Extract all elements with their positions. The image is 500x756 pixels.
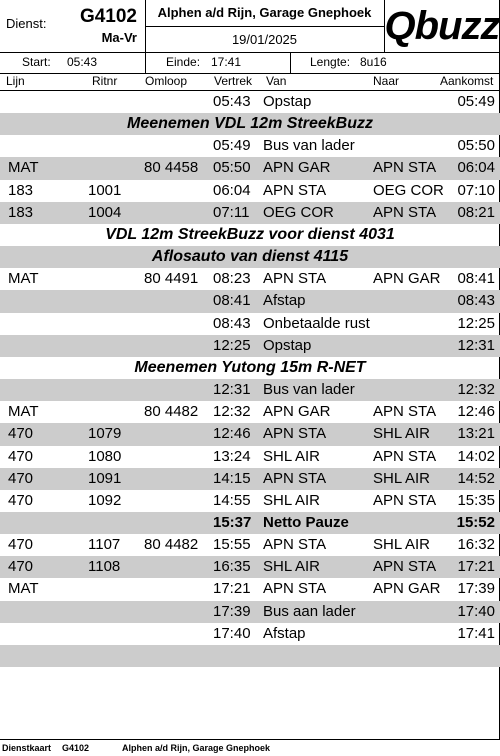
cell-van: SHL AIR (263, 491, 320, 509)
cell-ritnr: 1091 (88, 469, 122, 487)
col-omloop: Omloop (145, 74, 188, 88)
cell-naar: SHL AIR (373, 425, 430, 443)
col-van: Van (266, 74, 287, 88)
cell-aankomst: 14:52 (457, 469, 495, 487)
cell-lijn: 470 (8, 469, 34, 487)
cell-van: Bus aan lader (263, 602, 356, 620)
section-header-row (0, 246, 500, 268)
cell-van: Afstap (263, 624, 306, 642)
cell-aankomst: 08:41 (457, 270, 495, 288)
trip-row (0, 534, 500, 556)
cell-van: APN STA (263, 469, 327, 487)
cell-aankomst: 12:32 (457, 381, 495, 399)
cell-ritnr: 1107 (88, 536, 121, 554)
cell-ritnr: 1108 (88, 558, 121, 576)
cell-van: Bus van lader (263, 381, 355, 399)
cell-aankomst: 07:10 (457, 181, 495, 199)
trip-row (0, 556, 500, 578)
cell-van: APN STA (263, 181, 327, 199)
cell-vertrek: 14:15 (213, 469, 251, 487)
lengte-value: 8u16 (360, 55, 387, 69)
cell-lijn: 470 (8, 558, 34, 576)
trip-row (0, 468, 500, 490)
cell-vertrek: 12:25 (213, 336, 251, 354)
cell-aankomst: 17:21 (457, 558, 495, 576)
cell-aankomst: 17:40 (457, 602, 495, 620)
cell-vertrek: 07:11 (213, 203, 250, 221)
dienst-code: G4102 (79, 6, 137, 27)
trip-row (0, 578, 500, 600)
col-lijn: Lijn (6, 74, 25, 88)
card-header (0, 0, 500, 53)
einde-time: 17:41 (211, 55, 242, 69)
column-header-row (0, 73, 500, 91)
trip-row (0, 623, 500, 645)
start-time: 05:43 (67, 55, 98, 69)
section-title: Meenemen Yutong 15m R-NET (134, 358, 366, 376)
col-naar: Naar (373, 74, 400, 88)
trip-row (0, 157, 500, 179)
section-header-row (0, 357, 500, 379)
cell-van: Onbetaalde rust (263, 314, 370, 332)
cell-aankomst: 15:35 (457, 491, 495, 509)
cell-naar: APN GAR (373, 270, 441, 288)
cell-aankomst: 17:41 (457, 624, 495, 642)
duty-id-box (0, 0, 146, 52)
cell-vertrek: 13:24 (213, 447, 251, 465)
trip-row (0, 401, 500, 423)
cell-ritnr: 1092 (88, 491, 122, 509)
trip-row (0, 490, 500, 512)
footer-code: G4102 (62, 743, 90, 753)
cell-lijn: 183 (8, 203, 34, 221)
cell-van: Bus van lader (263, 137, 355, 155)
cell-van: SHL AIR (263, 447, 320, 465)
cell-vertrek: 16:35 (213, 558, 251, 576)
cell-van: Opstap (263, 93, 312, 110)
cell-naar: APN GAR (373, 580, 441, 598)
cell-lijn: 183 (8, 181, 34, 199)
trip-row (0, 335, 500, 357)
cell-vertrek: 08:41 (213, 292, 251, 310)
cell-aankomst: 06:04 (457, 159, 495, 177)
trip-row (0, 423, 500, 445)
cell-naar: APN STA (373, 447, 437, 465)
cell-naar: APN STA (373, 558, 437, 576)
cell-vertrek: 05:50 (213, 159, 251, 177)
blank-row (0, 667, 500, 689)
cell-van: APN STA (263, 270, 327, 288)
dienst-label: Dienst: (6, 16, 47, 31)
trip-row (0, 268, 500, 290)
duty-rows (0, 91, 500, 689)
cell-aankomst: 14:02 (457, 447, 495, 465)
cell-vertrek: 08:23 (213, 270, 251, 288)
cell-lijn: 470 (8, 425, 34, 443)
dienst-days: Ma-Vr (101, 30, 137, 45)
cell-ritnr: 1004 (88, 203, 122, 221)
cell-omloop: 80 4458 (144, 159, 199, 177)
cell-omloop: 80 4482 (144, 403, 199, 421)
footer-location: Alphen a/d Rijn, Garage Gnephoek (122, 743, 271, 753)
cell-omloop: 80 4491 (144, 270, 199, 288)
cell-van: APN STA (263, 425, 327, 443)
cell-van: Afstap (263, 292, 306, 310)
trip-row (0, 446, 500, 468)
cell-van: Opstap (263, 336, 312, 354)
col-vertrek: Vertrek (214, 74, 253, 88)
section-header-row (0, 224, 500, 246)
cell-van: OEG COR (263, 203, 334, 221)
divider (145, 52, 146, 73)
section-header-row (0, 113, 500, 135)
col-ritnr: Ritnr (92, 74, 118, 88)
cell-naar: APN STA (373, 403, 437, 421)
cell-aankomst: 08:43 (457, 292, 495, 310)
cell-lijn: MAT (8, 159, 39, 177)
cell-lijn: 470 (8, 447, 34, 465)
trip-row (0, 601, 500, 623)
cell-vertrek: 12:32 (213, 403, 251, 421)
cell-van: APN GAR (263, 159, 331, 177)
cell-vertrek: 05:49 (213, 137, 251, 155)
footer-label: Dienstkaart (2, 743, 52, 753)
divider (290, 52, 291, 73)
cell-van: APN GAR (263, 403, 331, 421)
cell-aankomst: 15:52 (456, 513, 495, 531)
cell-aankomst: 13:21 (457, 425, 495, 443)
cell-aankomst: 12:31 (457, 336, 495, 354)
cell-aankomst: 12:25 (457, 314, 495, 332)
cell-naar: APN STA (373, 491, 437, 509)
lengte-label: Lengte: (310, 55, 351, 69)
cell-van: SHL AIR (263, 558, 320, 576)
trip-row (0, 379, 500, 401)
cell-lijn: MAT (8, 580, 39, 598)
cell-lijn: MAT (8, 270, 39, 288)
cell-aankomst: 16:32 (457, 536, 495, 554)
cell-vertrek: 17:40 (213, 624, 251, 642)
cell-van: APN STA (263, 580, 327, 598)
cell-vertrek: 12:46 (213, 425, 251, 443)
section-title: Aflosauto van dienst 4115 (151, 248, 349, 266)
cell-aankomst: 05:49 (457, 93, 495, 110)
cell-vertrek: 06:04 (213, 181, 251, 199)
cell-lijn: MAT (8, 403, 39, 421)
start-label: Start: (22, 55, 51, 69)
cell-vertrek: 12:31 (213, 381, 251, 399)
cell-naar: SHL AIR (373, 469, 430, 487)
trip-row (0, 135, 500, 157)
trip-row (0, 91, 500, 113)
qbuzz-logo: Qbuzz (384, 4, 500, 48)
cell-vertrek: 14:55 (213, 491, 251, 509)
cell-ritnr: 1080 (88, 447, 122, 465)
cell-ritnr: 1079 (88, 425, 122, 443)
cell-aankomst: 08:21 (457, 203, 495, 221)
cell-aankomst: 17:39 (457, 580, 495, 598)
cell-naar: APN STA (373, 203, 437, 221)
cell-aankomst: 12:46 (457, 403, 495, 421)
cell-lijn: 470 (8, 536, 34, 554)
cell-naar: OEG COR (373, 181, 444, 199)
cell-vertrek: 05:43 (213, 93, 251, 110)
einde-label: Einde: (166, 55, 201, 69)
trip-row (0, 290, 500, 312)
location-box (145, 0, 385, 52)
duty-date: 19/01/2025 (231, 32, 298, 47)
section-title: VDL 12m StreekBuzz voor dienst 4031 (105, 225, 395, 243)
trip-row (0, 512, 500, 534)
cell-van: Netto Pauze (263, 513, 349, 531)
section-title: Meenemen VDL 12m StreekBuzz (126, 115, 373, 133)
cell-naar: SHL AIR (373, 536, 430, 554)
cell-vertrek: 15:55 (213, 536, 251, 554)
cell-aankomst: 05:50 (457, 137, 495, 155)
cell-vertrek: 08:43 (213, 314, 251, 332)
page-footer (0, 741, 500, 756)
trip-row (0, 313, 500, 335)
cell-ritnr: 1001 (88, 181, 122, 199)
cell-omloop: 80 4482 (144, 536, 199, 554)
trip-row (0, 202, 500, 224)
garage-location: Alphen a/d Rijn, Garage Gnephoek (145, 0, 384, 27)
cell-van: APN STA (263, 536, 327, 554)
duty-times-bar (0, 52, 500, 74)
cell-lijn: 470 (8, 491, 34, 509)
cell-vertrek: 17:21 (213, 580, 251, 598)
cell-vertrek: 17:39 (213, 602, 251, 620)
trip-row (0, 180, 500, 202)
blank-row (0, 645, 500, 667)
cell-naar: APN STA (373, 159, 437, 177)
cell-vertrek: 15:37 (213, 513, 252, 531)
col-aankomst: Aankomst (440, 74, 494, 88)
